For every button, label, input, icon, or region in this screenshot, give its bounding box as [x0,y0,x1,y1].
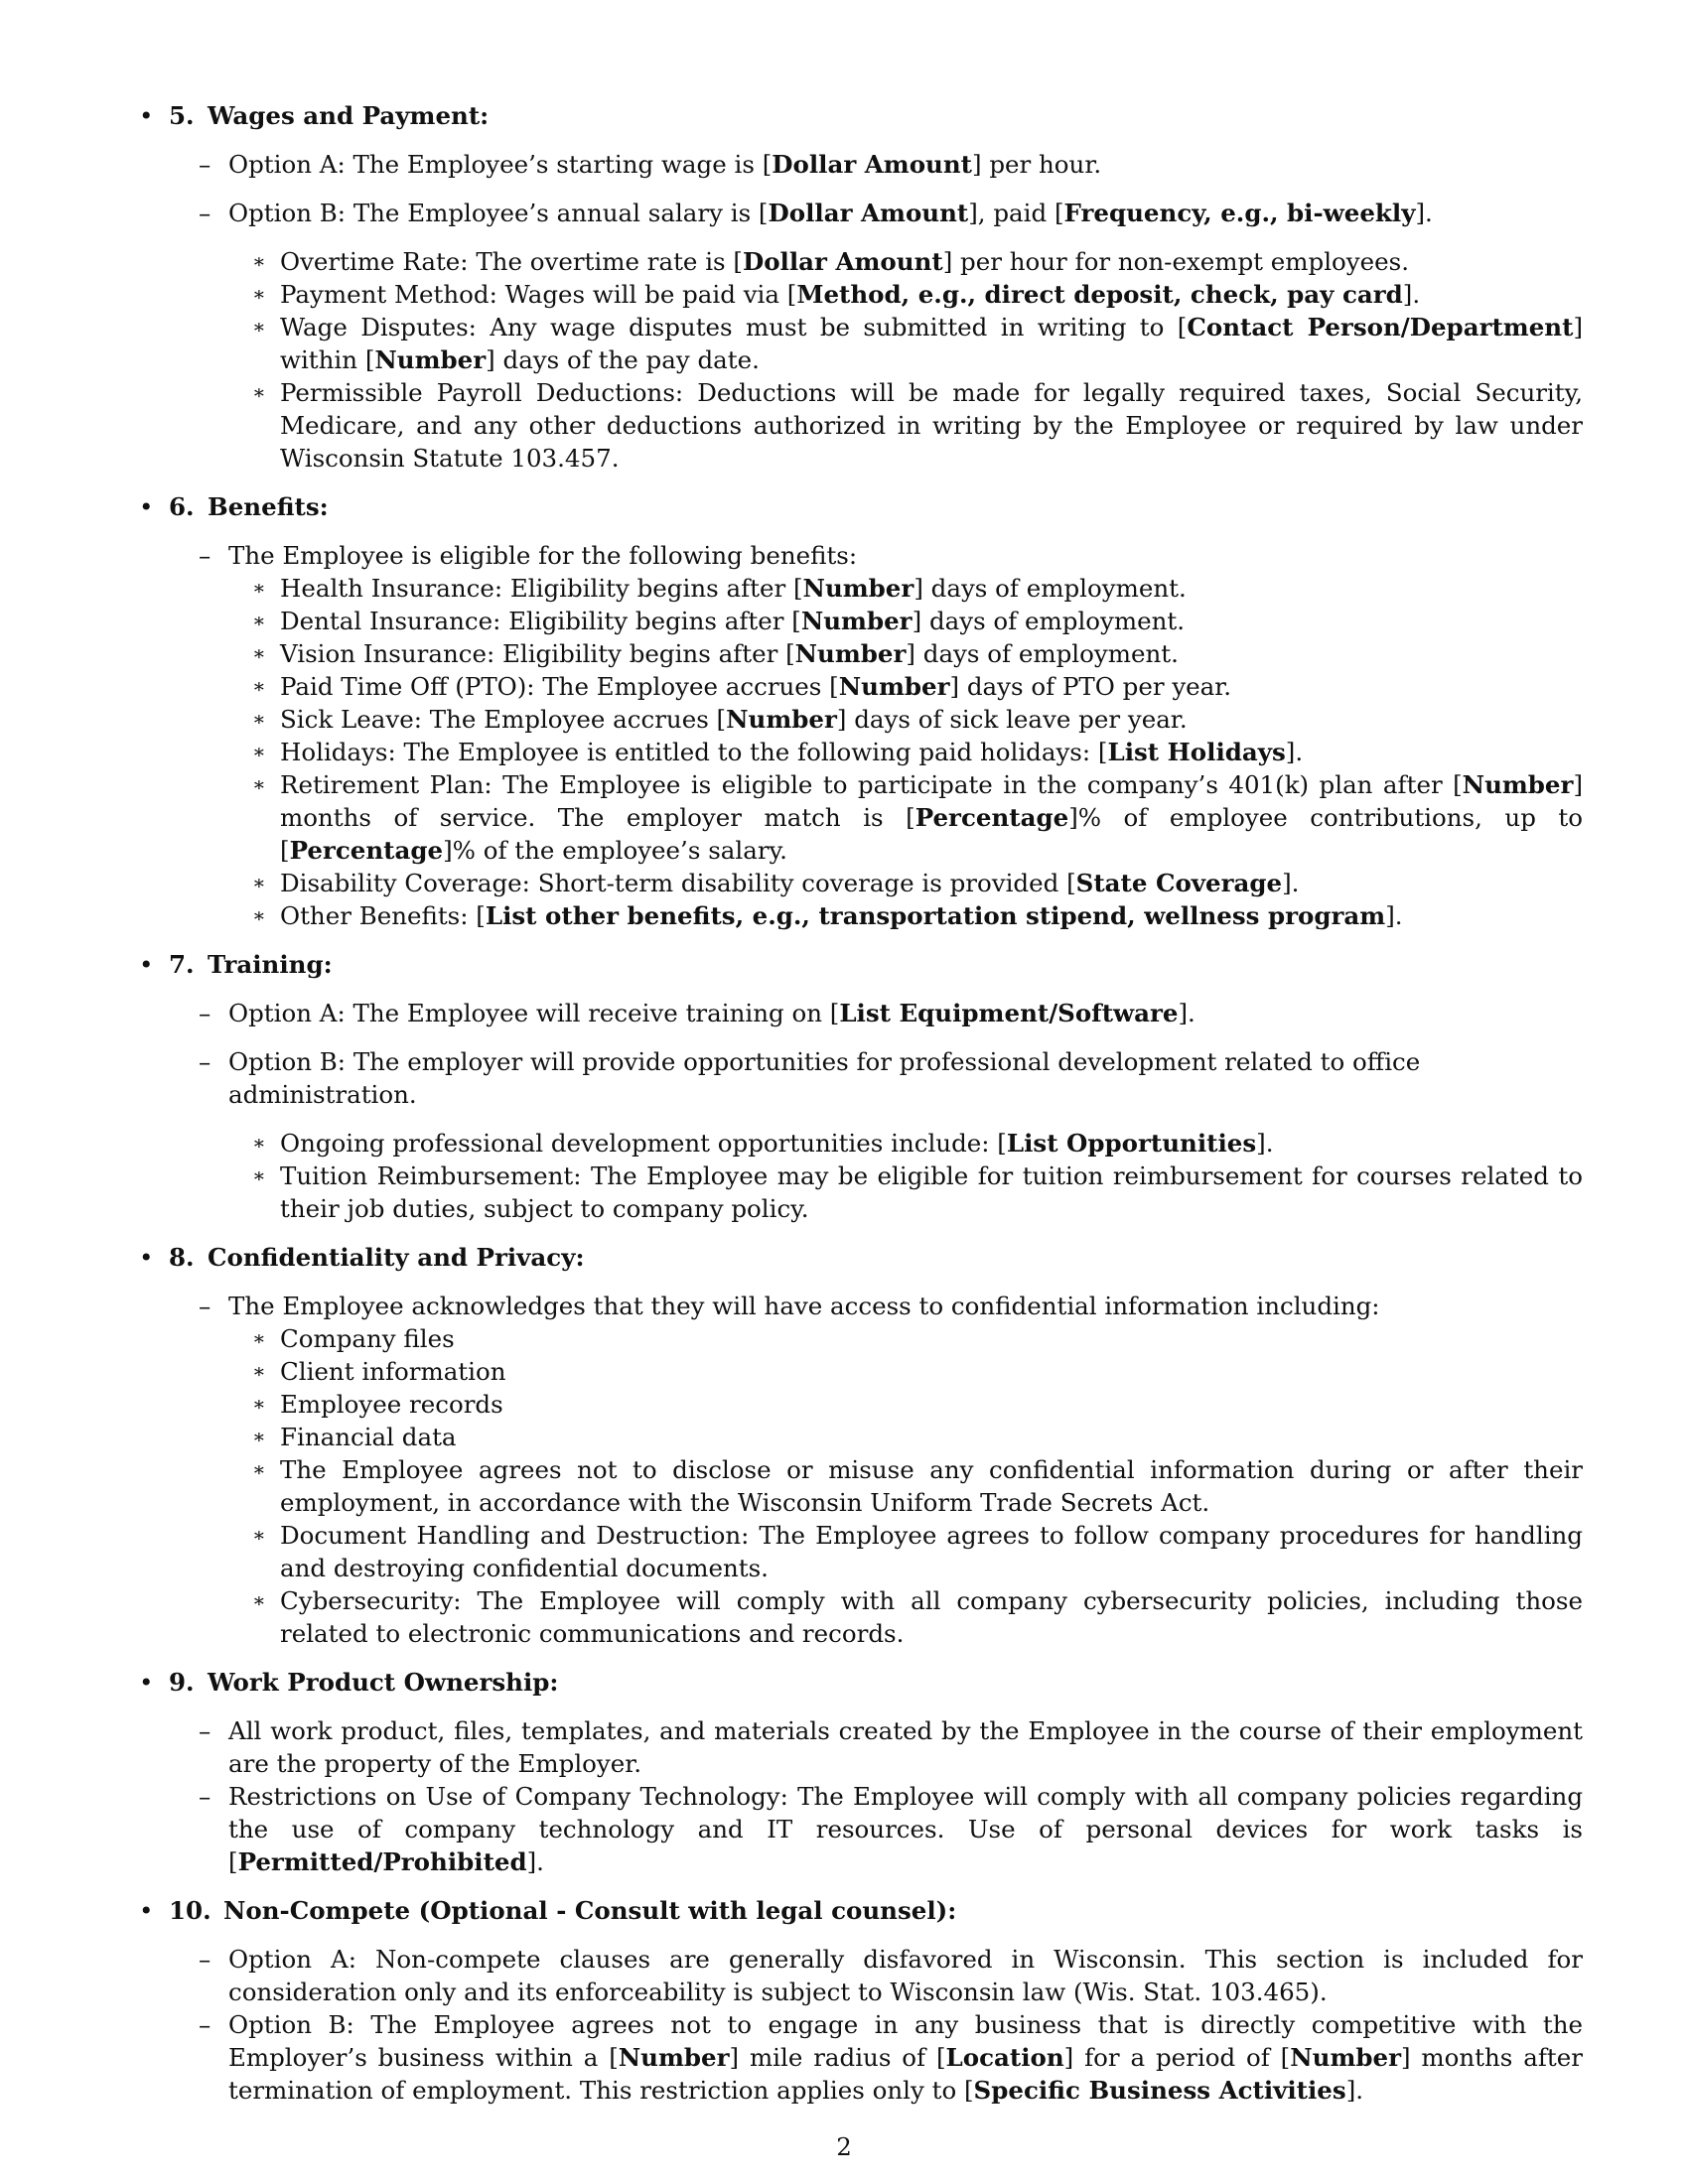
bullet: • [139,950,154,979]
item-text-fragment: Option B: The Employee agrees not to engage in any business that is directly competitive with the Employer’s business within a [ [228,2010,1583,2072]
item-text [252,1160,1583,1225]
section-number: 10. [169,1896,211,1925]
sub-list-item: ∗ Paid Time Off (PTO): The Employee accrues [Number] days of PTO per year. [280,670,1583,703]
item-text-fragment: Tuition Reimbursement: The Employee may be eligible for tuition reimbursement for courses related to their job duties, subject to company policy. [280,1161,1583,1223]
item-text-fragment: Vision Insurance: Eligibility begins after [ [280,639,795,668]
item-text-fragment: ], paid [ [968,199,1064,227]
bullet: • [139,1668,154,1697]
item-text-fragment: Client information [280,1357,506,1386]
item-text-fragment: ] for a period of [ [1063,2043,1291,2072]
item-text-fragment: ] within [ [280,313,1583,374]
sub-list-item: ∗ Health Insurance: Eligibility begins after [Number] days of employment. [280,572,1583,605]
sub-list-item: ∗ The Employee agrees not to disclose or misuse any confidential information during or after their employment, in accordance with the Wisconsin Uniform Trade Secrets Act. [252,1455,1583,1517]
sub-list-item: ∗ Overtime Rate: The overtime rate is [Dollar Amount] per hour for non-exempt employees. [280,245,1583,278]
item-text-fragment: Health Insurance: Eligibility begins after [ [280,574,803,603]
section-6 [139,490,1583,932]
sub-list-item: ∗ Retirement Plan: The Employee is eligible to participate in the company’s 401(k) plan after [Number] months of service. The employer match is [Percentage]% of employee contributions, up to [Percentage]% of the employee’s salary. [252,770,1583,865]
sub-list-item: ∗ Dental Insurance: Eligibility begins after [Number] days of employment. [280,605,1583,637]
sub-list-item: ∗ Other Benefits: [List other benefits, e.g., transportation stipend, wellness program]. [280,899,1583,932]
placeholder-field: State Coverage [1075,869,1283,897]
sub-list-item: ∗ Client information [280,1355,1583,1388]
item-text-fragment: ]% of the employee’s salary. [443,836,787,865]
item-text-fragment: Ongoing professional development opportunities include: [ [280,1129,1007,1158]
section-5 [139,99,1583,475]
placeholder-field: List Equipment/Software [839,999,1179,1027]
placeholder-field: Number [1290,2043,1401,2072]
list-item: – Option B: The Employee’s annual salary is [Dollar Amount], paid [Frequency, e.g., bi-weekly]. [228,197,1583,229]
item-text-fragment: Retirement Plan: The Employee is eligible to participate in the company’s 401(k) plan after [ [280,770,1463,799]
item-text [280,1421,1583,1453]
section-title: Wages and Payment: [208,101,490,130]
bullet: • [139,101,154,130]
item-text [280,637,1583,670]
item-text [228,148,1583,181]
section-title: Training: [208,950,333,979]
item-text [228,997,1583,1029]
section-title: Confidentiality and Privacy: [208,1243,585,1272]
placeholder-field: List Opportunities [1006,1129,1257,1158]
item-text [280,278,1583,311]
section-heading [139,1894,1583,1927]
item-text-fragment: ]. [1415,199,1433,227]
placeholder-field: Number [800,607,913,635]
section-number: 7. [169,950,195,979]
item-text-fragment: Option B: The Employee’s annual salary is [ [228,199,769,227]
placeholder-field: Frequency, e.g., bi-weekly [1063,199,1416,227]
sub-list-item: ∗ Payment Method: Wages will be paid via [Method, e.g., direct deposit, check, pay card]. [280,278,1583,311]
placeholder-field: Dollar Amount [768,199,969,227]
item-text-fragment: Restrictions on Use of Company Technology: The Employee will comply with all company policies regarding the use of company technology and IT resources. Use of personal devices for work tasks is [ [228,1782,1583,1876]
item-text-fragment: Wage Disputes: Any wage disputes must be submitted in writing to [ [280,313,1188,341]
item-text-fragment: ]. [1178,999,1196,1027]
item-text-fragment: ] days of employment. [914,574,1187,603]
item-text-fragment: ]. [1385,901,1403,930]
section-heading [139,1241,1583,1274]
item-text [252,311,1583,376]
sub-list-item: ∗ Holidays: The Employee is entitled to the following paid holidays: [List Holidays]. [280,736,1583,768]
item-text [228,1045,1583,1111]
placeholder-field: Method, e.g., direct deposit, check, pay card [796,280,1403,309]
item-text-fragment: ] days of employment. [912,607,1186,635]
item-text-fragment: ] months of service. The employer match is [ [280,770,1583,832]
item-text-fragment: Employee records [280,1390,503,1419]
item-text-fragment: ]. [1402,280,1421,309]
sub-list-item: ∗ Cybersecurity: The Employee will comply with all company cybersecurity policies, including those related to electronic communications and records. [252,1586,1583,1648]
bullet: • [139,1896,154,1925]
list-item: – The Employee is eligible for the following benefits: [228,539,1583,572]
section-title: Work Product Ownership: [208,1668,559,1697]
item-text-fragment: ] days of the pay date. [486,345,760,374]
sub-list-item: ∗ Ongoing professional development opportunities include: [List Opportunities]. [280,1127,1583,1160]
section-heading [139,948,1583,981]
placeholder-field: Dollar Amount [772,150,972,179]
sub-list-item: ∗ Financial data [280,1421,1583,1453]
item-text-fragment: Cybersecurity: The Employee will comply with all company cybersecurity policies, including those related to electronic communications and records. [280,1586,1583,1648]
item-text-fragment: The Employee acknowledges that they will have access to confidential information including: [228,1292,1380,1320]
section-heading [139,490,1583,523]
item-text [228,539,1583,572]
item-text-fragment: Overtime Rate: The overtime rate is [ [280,247,743,276]
item-text [280,1127,1583,1160]
item-text [199,1780,1583,1878]
item-text-fragment: ]. [526,1847,544,1876]
sub-list-item: ∗ Disability Coverage: Short-term disability coverage is provided [State Coverage]. [280,867,1583,899]
item-text-fragment: Paid Time Off (PTO): The Employee accrues [ [280,672,839,701]
placeholder-field: Number [802,574,914,603]
page-number: 2 [836,2132,852,2161]
item-text-fragment: All work product, files, templates, and materials created by the Employee in the course of their employment are the property of the Employer. [228,1716,1583,1778]
section-number: 8. [169,1243,195,1272]
item-text [280,1355,1583,1388]
item-text-fragment: Permissible Payroll Deductions: Deductions will be made for legally required taxes, Social Security, Medicare, and any other deductions authorized in writing by the Employee or required by law under Wisconsin Statute 103.457. [280,378,1583,473]
sub-list-item: ∗ Tuition Reimbursement: The Employee may be eligible for tuition reimbursement for courses related to their job duties, subject to company policy. [252,1161,1583,1223]
item-text [252,1453,1583,1519]
placeholder-field: Number [1462,770,1574,799]
item-text-fragment: Sick Leave: The Employee accrues [ [280,705,727,734]
section-9 [139,1666,1583,1878]
placeholder-field: List Holidays [1107,738,1286,766]
item-text [199,1943,1583,2008]
item-text [280,670,1583,703]
item-text-fragment: ]. [1282,869,1300,897]
placeholder-field: Percentage [289,836,444,865]
placeholder-field: List other benefits, e.g., transportation stipend, wellness program [485,901,1386,930]
item-text-fragment: ]. [1256,1129,1274,1158]
item-text-fragment: Financial data [280,1423,457,1451]
placeholder-field: Specific Business Activities [973,2076,1346,2105]
list-item: – Restrictions on Use of Company Technology: The Employee will comply with all company policies regarding the use of company technology and IT resources. Use of personal devices for work tasks is [Permitted/Prohibited]. [199,1782,1583,1876]
item-text [280,703,1583,736]
sub-list-item: ∗ Vision Insurance: Eligibility begins after [Number] days of employment. [280,637,1583,670]
item-text [280,736,1583,768]
item-text-fragment: Option A: The Employee’s starting wage is [ [228,150,773,179]
item-text-fragment: ]% of employee contributions, up to [ [280,803,1583,865]
section-number: 5. [169,101,195,130]
placeholder-field: Dollar Amount [742,247,943,276]
item-text-fragment: ] months after termination of employment. This restriction applies only to [ [228,2043,1583,2105]
item-text-fragment: ] per hour. [972,150,1102,179]
item-text [199,2008,1583,2107]
item-text-fragment: ] mile radius of [ [729,2043,946,2072]
item-text [252,768,1583,867]
item-text-fragment: ]. [1345,2076,1364,2105]
list-item: – Option B: The Employee agrees not to engage in any business that is directly competitive with the Employer’s business within a [Number] mile radius of [Location] for a period of [Number] months after termination of employment. This restriction applies only to [Specific Business Activities]. [199,2010,1583,2105]
item-text-fragment: ] days of sick leave per year. [836,705,1188,734]
item-text [228,1290,1583,1322]
section-number: 9. [169,1668,195,1697]
placeholder-field: Number [726,705,837,734]
section-heading [139,1666,1583,1699]
item-text-fragment: Option A: Non-compete clauses are generally disfavored in Wisconsin. This section is included for consideration only and its enforceability is subject to Wisconsin law (Wis. Stat. 103.465). [228,1945,1583,2006]
item-text-fragment: The Employee agrees not to disclose or misuse any confidential information during or after their employment, in accordance with the Wisconsin Uniform Trade Secrets Act. [280,1455,1583,1517]
list-item: – The Employee acknowledges that they will have access to confidential information including: [228,1290,1583,1322]
item-text-fragment: ] per hour for non-exempt employees. [942,247,1410,276]
list-item: – Option A: The Employee will receive training on [List Equipment/Software]. [228,997,1583,1029]
list-item: – Option A: Non-compete clauses are generally disfavored in Wisconsin. This section is included for consideration only and its enforceability is subject to Wisconsin law (Wis. Stat. 103.465). [199,1945,1583,2006]
section-title: Non-Compete (Optional - Consult with legal counsel): [223,1896,957,1925]
section-10 [139,1894,1583,2107]
item-text [252,376,1583,475]
sub-list-item: ∗ Wage Disputes: Any wage disputes must be submitted in writing to [Contact Person/Department] within [Number] days of the pay date. [252,313,1583,374]
section-8 [139,1241,1583,1650]
placeholder-field: Location [945,2043,1064,2072]
item-text-fragment: ] days of PTO per year. [949,672,1232,701]
sub-list-item: ∗ Sick Leave: The Employee accrues [Number] days of sick leave per year. [280,703,1583,736]
item-text-fragment: Payment Method: Wages will be paid via [ [280,280,797,309]
item-text [252,1519,1583,1584]
placeholder-field: Number [794,639,907,668]
bullet: • [139,492,154,521]
item-text-fragment: ] days of employment. [906,639,1179,668]
item-text [280,867,1583,899]
item-text [228,197,1583,229]
list-item: – Option A: The Employee’s starting wage is [Dollar Amount] per hour. [228,148,1583,181]
item-text-fragment: Company files [280,1324,455,1353]
placeholder-field: Number [374,345,487,374]
item-text-fragment: Option A: The Employee will receive training on [ [228,999,840,1027]
item-text [280,899,1583,932]
item-text-fragment: Disability Coverage: Short-term disability coverage is provided [ [280,869,1076,897]
item-text [280,1388,1583,1421]
item-text [252,1584,1583,1650]
placeholder-field: Number [618,2043,730,2072]
item-text-fragment: Holidays: The Employee is entitled to the following paid holidays: [ [280,738,1108,766]
section-title: Benefits: [208,492,329,521]
item-text [280,605,1583,637]
item-text-fragment: Option B: The employer will provide opportunities for professional development related to office administration. [228,1047,1421,1109]
sub-list-item: ∗ Employee records [280,1388,1583,1421]
item-text [280,1322,1583,1355]
item-text-fragment: Dental Insurance: Eligibility begins after [ [280,607,801,635]
item-text-fragment: ]. [1285,738,1304,766]
item-text [280,245,1583,278]
item-text-fragment: Other Benefits: [ [280,901,486,930]
placeholder-field: Percentage [914,803,1069,832]
sub-list-item: ∗ Permissible Payroll Deductions: Deductions will be made for legally required taxes, Social Security, Medicare, and any other deductions authorized in writing by the Employee or required by law under Wisconsin Statute 103.457. [252,378,1583,473]
item-text-fragment: Document Handling and Destruction: The Employee agrees to follow company procedures for handling and destroying confidential documents. [280,1521,1583,1582]
list-item: – All work product, files, templates, and materials created by the Employee in the course of their employment are the property of the Employer. [199,1716,1583,1778]
sub-list-item: ∗ Company files [280,1322,1583,1355]
item-text [199,1714,1583,1780]
section-7 [139,948,1583,1225]
placeholder-field: Number [838,672,950,701]
section-heading [139,99,1583,132]
list-item: – Option B: The employer will provide opportunities for professional development related to office administration. [228,1045,1583,1111]
section-number: 6. [169,492,195,521]
placeholder-field: Permitted/Prohibited [237,1847,527,1876]
sub-list-item: ∗ Document Handling and Destruction: The Employee agrees to follow company procedures for handling and destroying confidential documents. [252,1521,1583,1582]
item-text [280,572,1583,605]
placeholder-field: Contact Person/Department [1187,313,1574,341]
item-text-fragment: The Employee is eligible for the following benefits: [228,541,858,570]
bullet: • [139,1243,154,1272]
